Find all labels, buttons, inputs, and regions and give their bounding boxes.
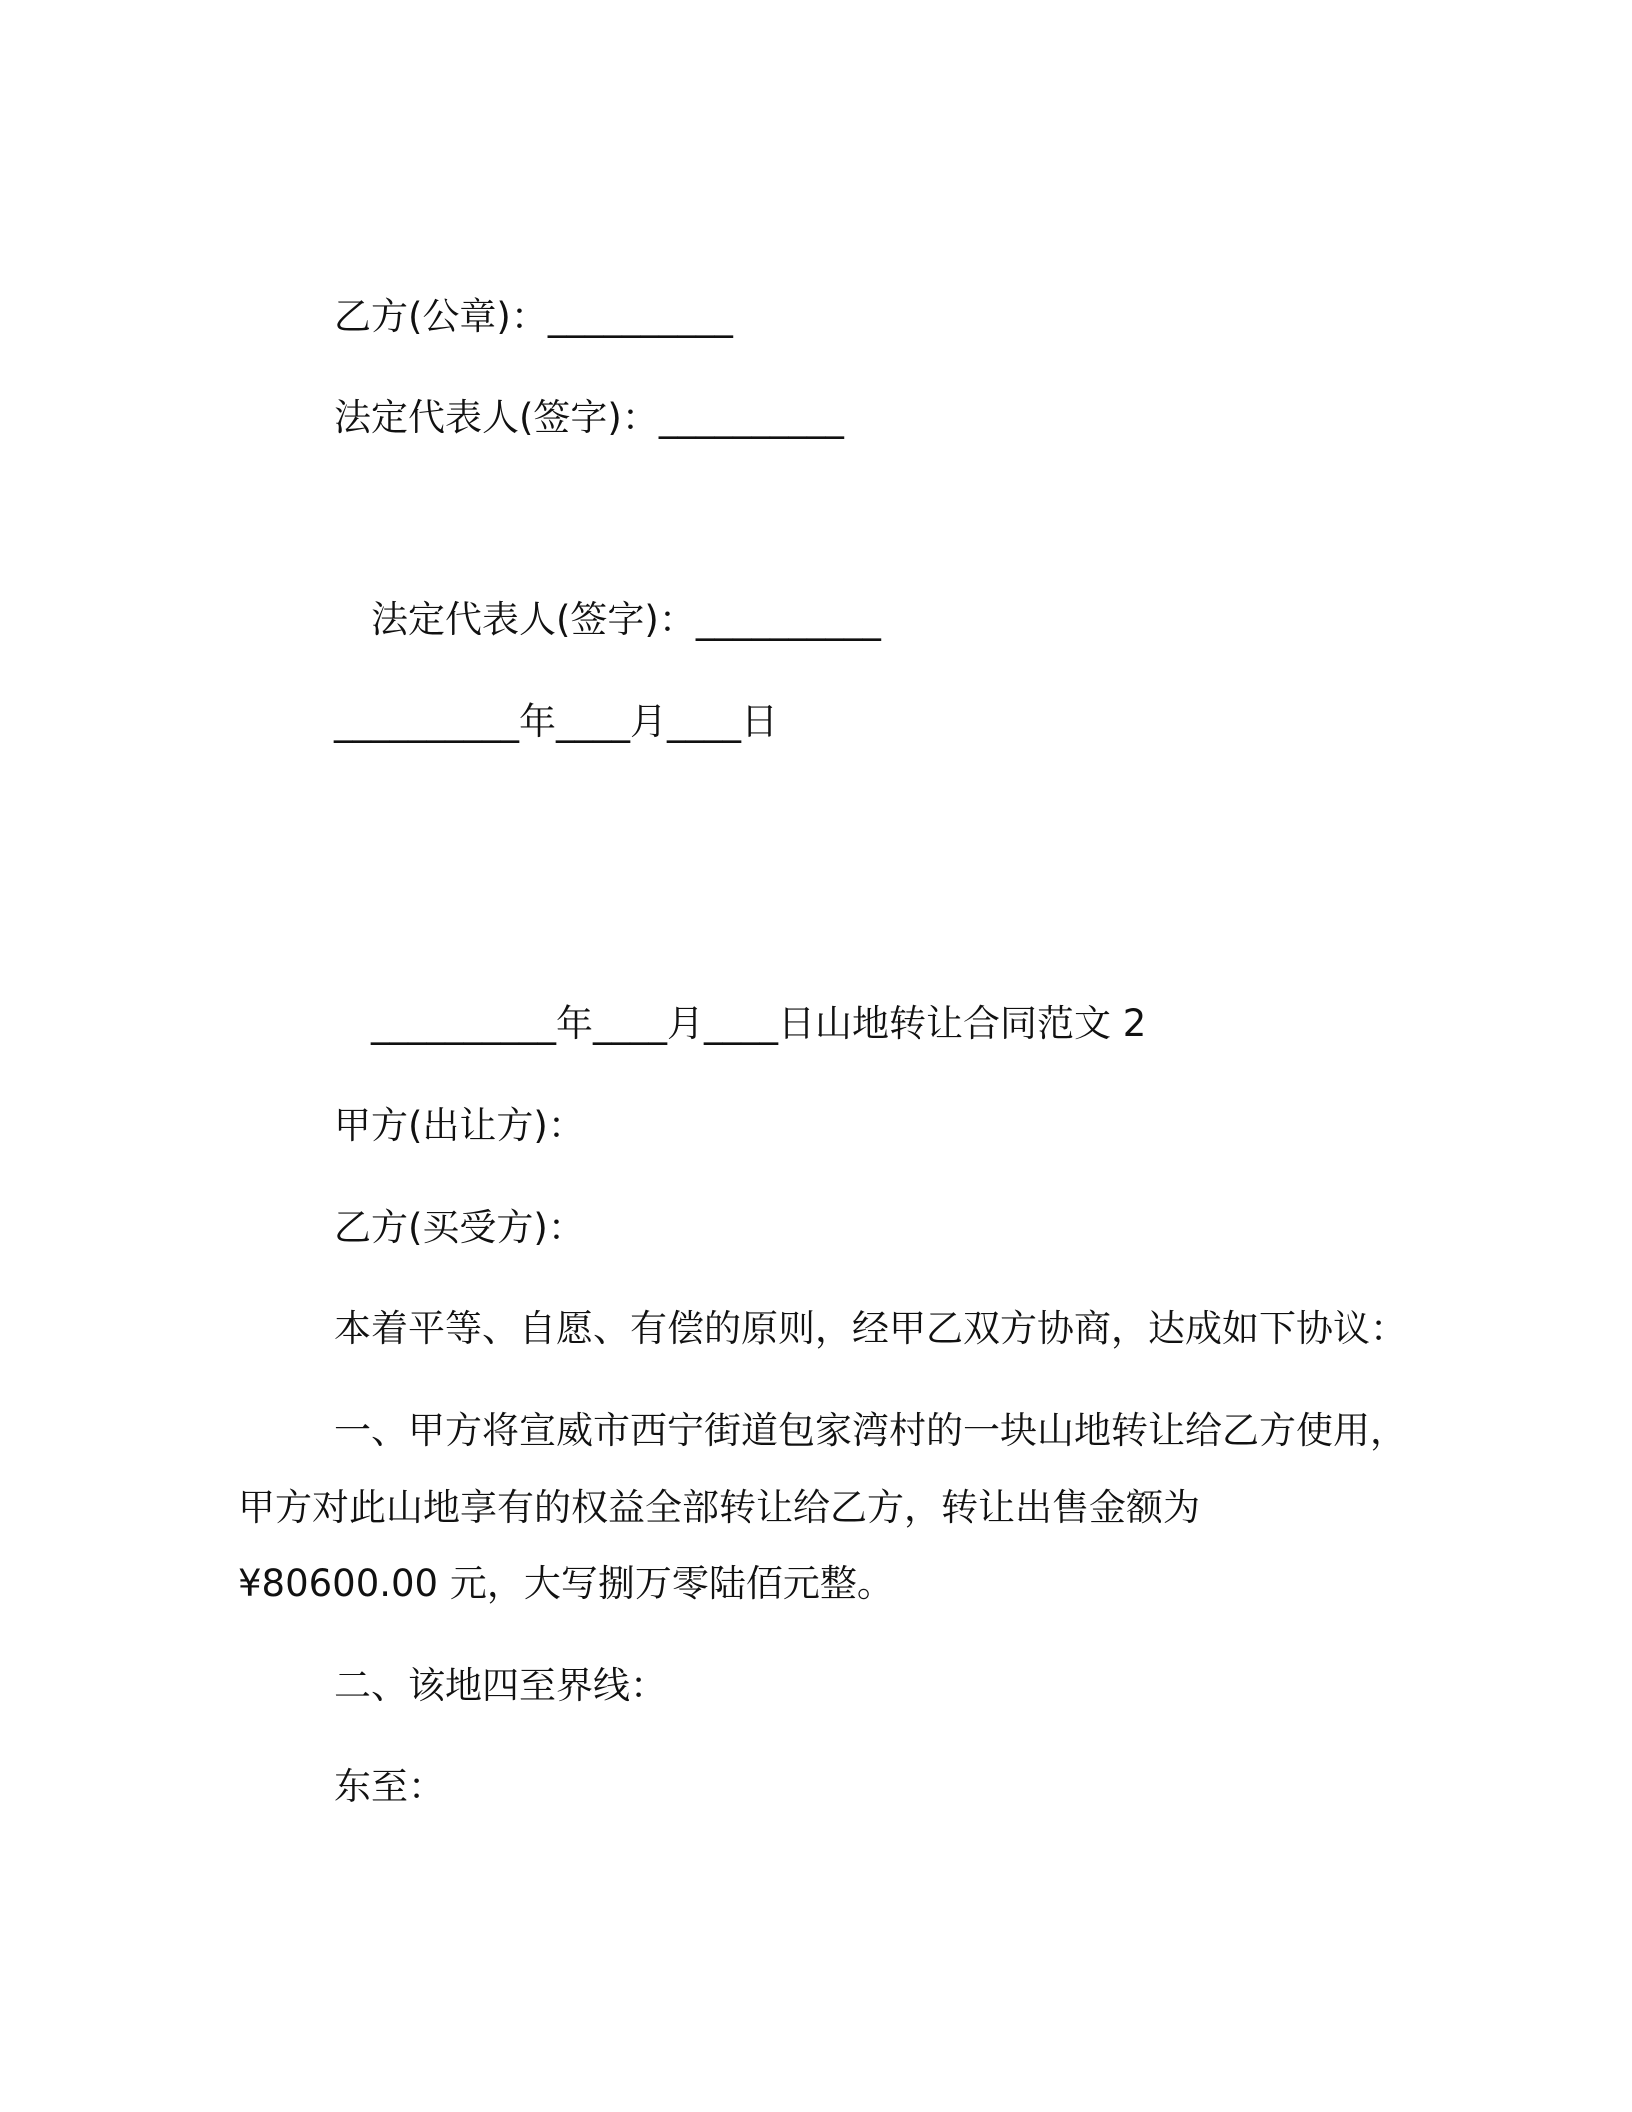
legal-representative-line: 法定代表人(签字)：__________ <box>371 598 881 641</box>
contract-title: __________年____月____日山地转让合同范文 2 <box>371 1002 1147 1045</box>
signing-date-line: __________年____月____日 <box>334 700 778 743</box>
east-boundary-line: 东至： <box>334 1765 445 1808</box>
party-a-line: 甲方(出让方)： <box>334 1104 585 1147</box>
clause-2-heading: 二、该地四至界线： <box>334 1664 667 1707</box>
clause-1-line-2: 甲方对此山地享有的权益全部转让给乙方，转让出售金额为 <box>238 1486 1200 1529</box>
clause-1-line-3: ¥80600.00 元，大写捌万零陆佰元整。 <box>238 1562 894 1605</box>
party-b-line: 乙方(买受方)： <box>334 1206 585 1249</box>
preamble-paragraph: 本着平等、自愿、有偿的原则，经甲乙双方协商，达成如下协议： <box>334 1307 1407 1350</box>
legal-representative-line: 法定代表人(签字)：__________ <box>334 396 844 439</box>
party-b-seal-line: 乙方(公章)：__________ <box>334 295 733 338</box>
clause-1-line-1: 一、甲方将宣威市西宁街道包家湾村的一块山地转让给乙方使用， <box>334 1409 1407 1452</box>
